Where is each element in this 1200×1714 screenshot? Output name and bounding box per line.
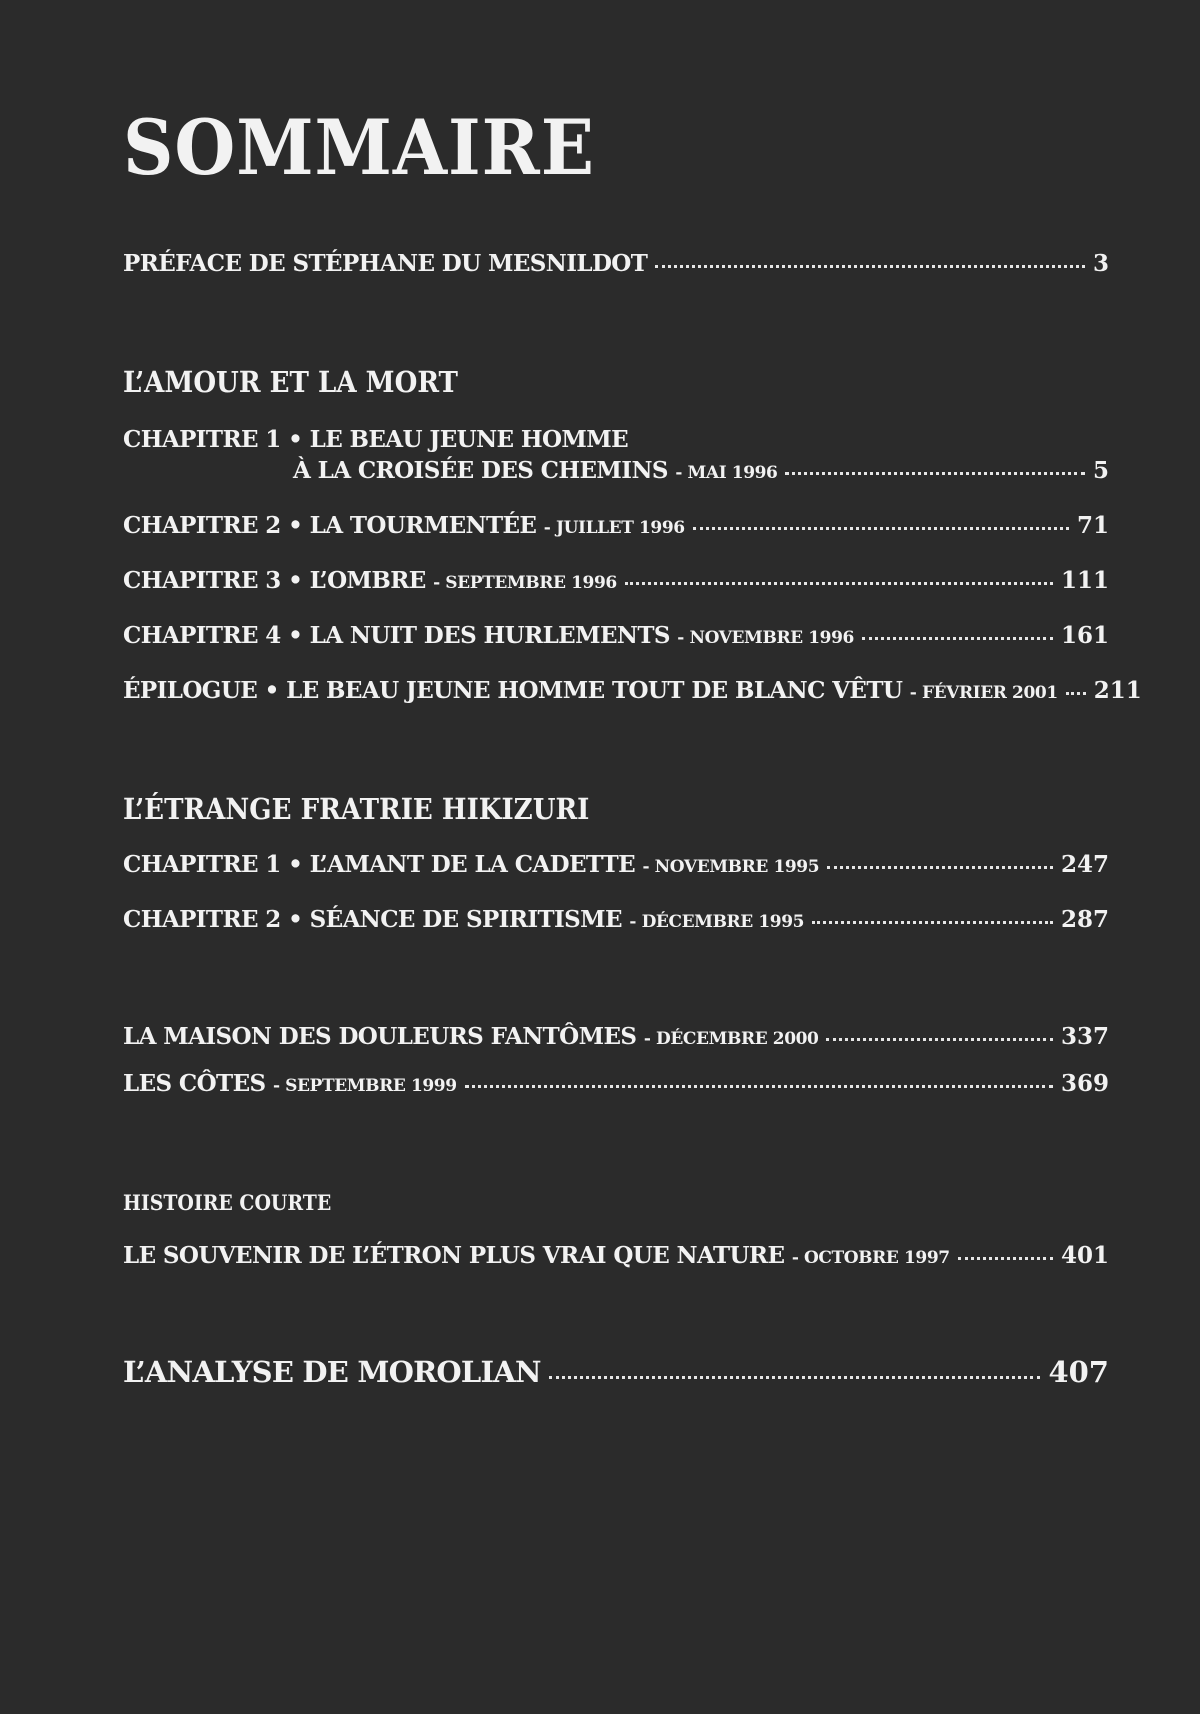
toc-entry-date: - JUILLET 1996 bbox=[543, 518, 685, 538]
toc-page-number: 247 bbox=[1060, 851, 1109, 878]
leader-dots bbox=[465, 1085, 1053, 1088]
leader-dots bbox=[826, 1038, 1053, 1041]
toc-entry-short-story[interactable] bbox=[123, 1242, 1109, 1269]
toc-entry-title: CHAPITRE 1 • L’AMANT DE LA CADETTE bbox=[123, 851, 636, 878]
toc-entry-title: LA MAISON DES DOULEURS FANTÔMES bbox=[123, 1023, 637, 1050]
toc-entry-analysis[interactable] bbox=[123, 1355, 1109, 1389]
leader-dots bbox=[549, 1376, 1041, 1379]
section-heading: L’AMOUR ET LA MORT bbox=[123, 365, 458, 399]
toc-entry-label bbox=[123, 906, 804, 933]
leader-dots bbox=[625, 582, 1053, 585]
toc-entry-date: - SEPTEMBRE 1996 bbox=[433, 573, 617, 593]
toc-entry-label bbox=[123, 1023, 818, 1050]
toc-entry-date: - DÉCEMBRE 1995 bbox=[629, 912, 805, 932]
toc-entry-title: CHAPITRE 2 • SÉANCE DE SPIRITISME bbox=[123, 906, 622, 933]
toc-page-number: 111 bbox=[1060, 567, 1109, 594]
leader-dots bbox=[862, 637, 1053, 640]
toc-entry-standalone[interactable] bbox=[123, 1023, 1109, 1050]
leader-dots bbox=[1066, 692, 1086, 695]
toc-entry-chapter-2[interactable] bbox=[123, 512, 1109, 539]
toc-entry-title: CHAPITRE 3 • L’OMBRE bbox=[123, 567, 426, 594]
toc-entry-label bbox=[123, 1070, 457, 1097]
toc-entry-label bbox=[293, 457, 777, 484]
toc-entry-chapter-3[interactable] bbox=[123, 567, 1109, 594]
toc-entry-chapter-4[interactable] bbox=[123, 622, 1109, 649]
short-story-heading: HISTOIRE COURTE bbox=[123, 1190, 332, 1215]
leader-dots bbox=[812, 921, 1053, 924]
toc-entry-date: - DÉCEMBRE 2000 bbox=[643, 1029, 819, 1049]
toc-entry-date: - NOVEMBRE 1996 bbox=[677, 628, 854, 648]
toc-page-number: 211 bbox=[1093, 677, 1142, 704]
toc-entry-date: - MAI 1996 bbox=[675, 463, 778, 483]
toc-entry-chapter-1[interactable] bbox=[123, 851, 1109, 878]
toc-entry-label bbox=[123, 567, 617, 594]
toc-entry-chapter-1[interactable] bbox=[293, 457, 1109, 484]
toc-entry-label bbox=[123, 677, 1058, 704]
toc-page-number: 369 bbox=[1060, 1070, 1109, 1097]
toc-entry-title: ÉPILOGUE • LE BEAU JEUNE HOMME TOUT DE BLANC VÊTU bbox=[123, 677, 903, 704]
toc-page-number: 5 bbox=[1092, 457, 1109, 484]
toc-page-number: 407 bbox=[1048, 1355, 1109, 1389]
toc-entry-preface[interactable] bbox=[123, 250, 1109, 277]
leader-dots bbox=[785, 472, 1085, 475]
toc-entry-title: LE SOUVENIR DE L’ÉTRON PLUS VRAI QUE NATURE bbox=[123, 1242, 785, 1269]
toc-entry-standalone[interactable] bbox=[123, 1070, 1109, 1097]
toc-page-number: 287 bbox=[1060, 906, 1109, 933]
toc-entry-date: - SEPTEMBRE 1999 bbox=[272, 1076, 457, 1096]
table-of-contents bbox=[123, 0, 1142, 1714]
toc-entry-date: - NOVEMBRE 1995 bbox=[642, 857, 820, 877]
toc-entry-epilogue[interactable] bbox=[123, 677, 1142, 704]
toc-entry-label bbox=[123, 512, 685, 539]
leader-dots bbox=[655, 265, 1085, 268]
toc-page-number: 71 bbox=[1076, 512, 1109, 539]
toc-entry-label bbox=[123, 622, 854, 649]
toc-page-number: 401 bbox=[1060, 1242, 1109, 1269]
toc-page-number: 337 bbox=[1060, 1023, 1109, 1050]
leader-dots bbox=[827, 866, 1053, 869]
toc-page-number: 161 bbox=[1060, 622, 1109, 649]
toc-entry-chapter-2[interactable] bbox=[123, 906, 1109, 933]
toc-entry-label bbox=[123, 1242, 950, 1269]
toc-entry-date: - FÉVRIER 2001 bbox=[909, 683, 1058, 703]
toc-entry-label-line2: À LA CROISÉE DES CHEMINS bbox=[293, 457, 668, 484]
toc-entry-title: CHAPITRE 4 • LA NUIT DES HURLEMENTS bbox=[123, 622, 670, 649]
leader-dots bbox=[958, 1257, 1053, 1260]
section-heading: L’ÉTRANGE FRATRIE HIKIZURI bbox=[123, 792, 590, 826]
toc-entry-label: L’ANALYSE DE MOROLIAN bbox=[123, 1355, 541, 1389]
toc-page-number: 3 bbox=[1092, 250, 1109, 277]
toc-entry-title: LES CÔTES bbox=[123, 1070, 266, 1097]
leader-dots bbox=[693, 527, 1069, 530]
toc-entry-label-line1: CHAPITRE 1 • LE BEAU JEUNE HOMME bbox=[123, 426, 629, 453]
toc-entry-title: CHAPITRE 2 • LA TOURMENTÉE bbox=[123, 512, 537, 539]
toc-entry-label bbox=[123, 851, 819, 878]
page-title: SOMMAIRE bbox=[123, 103, 595, 192]
toc-entry-date: - OCTOBRE 1997 bbox=[791, 1248, 950, 1268]
toc-entry-label: PRÉFACE DE STÉPHANE DU MESNILDOT bbox=[123, 250, 648, 277]
